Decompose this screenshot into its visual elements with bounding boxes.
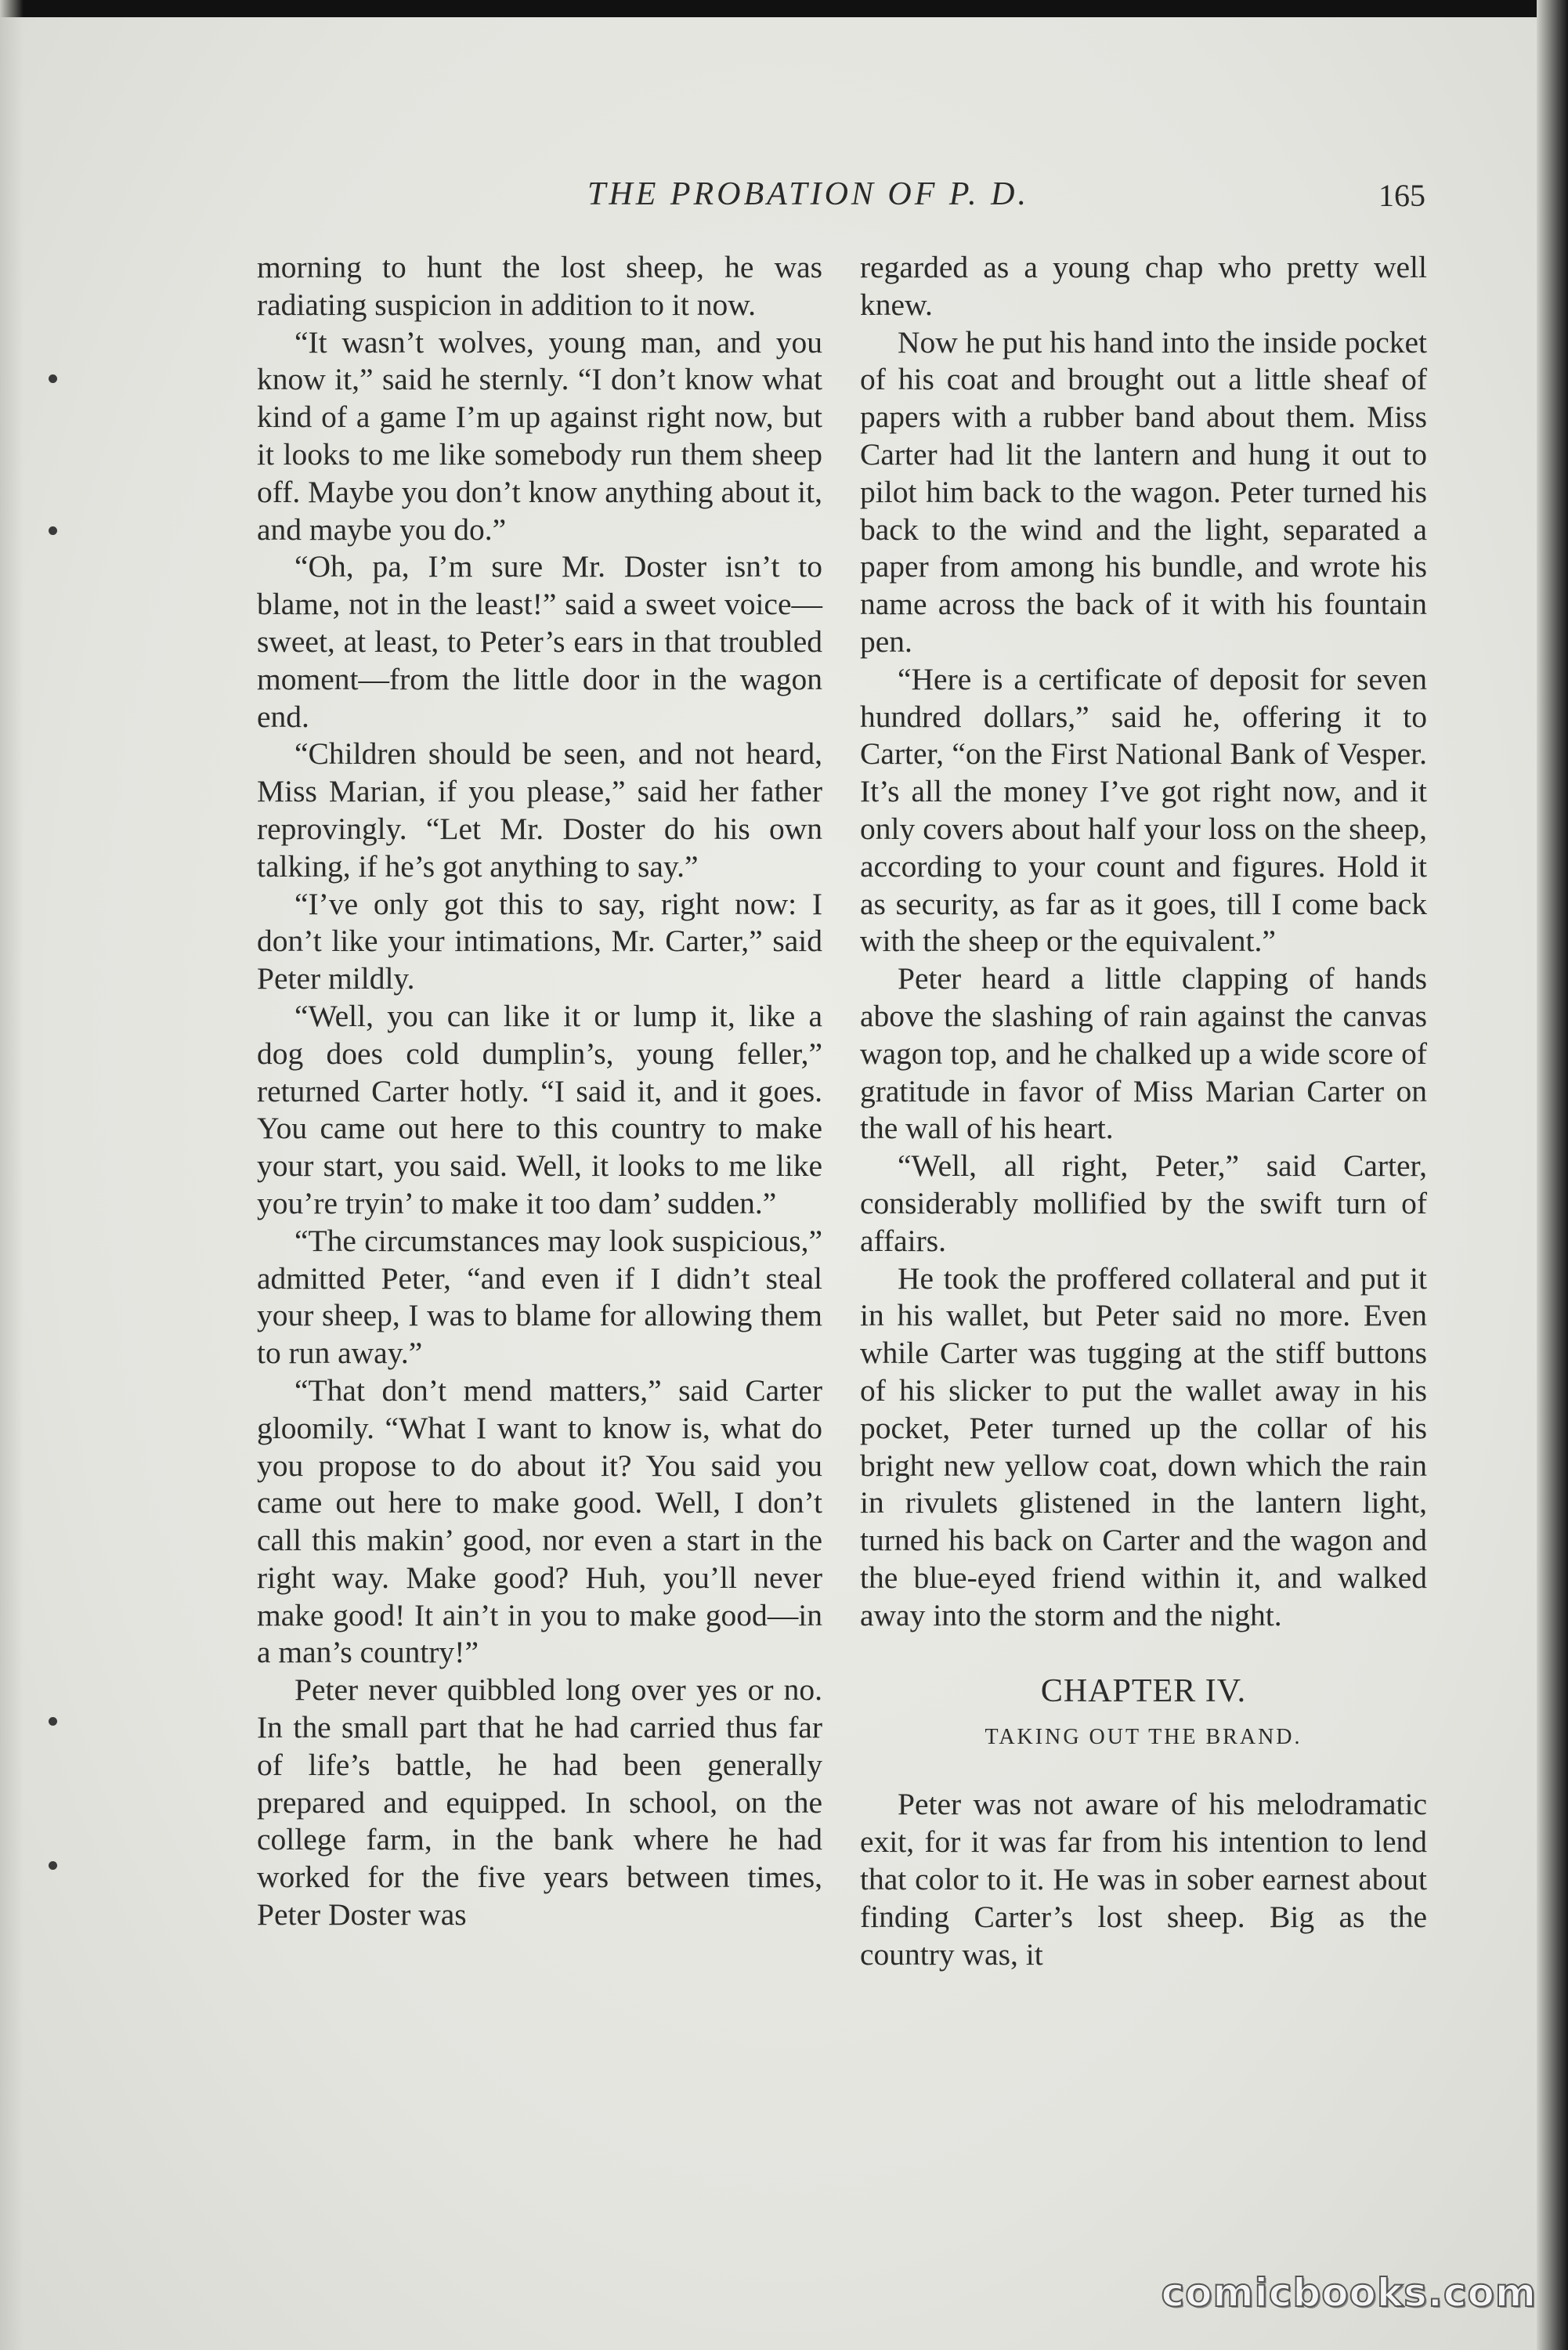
paragraph: morning to hunt the lost sheep, he was radiating suspicion in addition to it now.: [257, 250, 822, 322]
binding-hole: [49, 1861, 57, 1870]
paragraph: “Well, all right, Peter,” said Carter, considerably mollified by the swift turn of affairs.: [860, 1148, 1427, 1258]
page-right-edge: [1537, 0, 1568, 2350]
chapter-first-paragraph: Peter was not aware of his melodramatic exit, for it was far from his intention to lend that color to it. He was in sober earnest about finding Carter’s lost sheep. Big as the country was, it: [860, 1787, 1427, 1972]
right-column: [860, 249, 1427, 1973]
paragraph: Peter never quibbled long over yes or no. In the small part that he had carried thus far of life’s battle, he had been generally prepared and equipped. In school, on the college farm, in the bank where he had worked for the five years between times, Peter Doster was: [257, 1672, 822, 1932]
binding-hole: [49, 526, 57, 535]
page-number: 165: [1378, 178, 1425, 213]
binding-hole: [49, 1717, 57, 1726]
paragraph: “Oh, pa, I’m sure Mr. Doster isn’t to blame, not in the least!” said a sweet voice—sweet, at least, to Peter’s ears in that troubled moment—from the little door in the wagon end.: [257, 549, 822, 734]
binding-hole: [49, 374, 57, 383]
paragraph: regarded as a young chap who pretty well knew.: [860, 250, 1427, 322]
right-column-paragraphs: [860, 249, 1427, 1634]
paragraph: He took the proffered collateral and put it in his wallet, but Peter said no more. Even while Carter was tugging at the stiff buttons of his slicker to put the wallet away in his pocket, Peter turned up the collar of his bright new yellow coat, down which the rain in rivulets glistened in the lantern light, turned his back on Carter and the wagon and the blue-eyed friend within it, and walked away into the storm and the night.: [860, 1260, 1427, 1632]
running-head: THE PROBATION OF P. D.: [587, 176, 1029, 212]
paragraph: “Well, you can like it or lump it, like a dog does cold dumplin’s, young feller,” returned Carter hotly. “I said it, and it goes. You came out here to this country to make your start, you said. Well, it looks to me like you’re tryin’ to make it too dam’ sudden.”: [257, 998, 822, 1220]
paragraph: “Here is a certificate of deposit for seven hundred dollars,” said he, offering it to Carter, “on the First National Bank of Vesper. It’s all the money I’ve got right now, and it only covers about half your loss on the sheep, according to your count and figures. Hold it as security, as far as it goes, till I come back with the sheep or the equivalent.”: [860, 661, 1427, 959]
paragraph: “I’ve only got this to say, right now: I don’t like your intimations, Mr. Carter,” said Peter mildly.: [257, 886, 822, 996]
paragraph: “That don’t mend matters,” said Carter gloomily. “What I want to know is, what do you propose to do about it? You said you came out here to make good. Well, I don’t call this makin’ good, nor even a start in the right way. Make good? Huh, you’ll never make good! It ain’t in you to make good—in a man’s country!”: [257, 1372, 822, 1670]
paragraph: “It wasn’t wolves, young man, and you know it,” said he sternly. “I don’t know what kind of a game I’m up against right now, but it looks to me like somebody run them sheep off. Maybe you don’t know anything about it, and maybe you do.”: [257, 324, 822, 547]
watermark-logo: comicbooks.com: [1161, 2270, 1537, 2316]
paragraph: Peter heard a little clapping of hands above the slashing of rain against the canvas wagon top, and he chalked up a wide score of gratitude in favor of Miss Marian Carter on the wall of his heart.: [860, 961, 1427, 1146]
paragraph: Now he put his hand into the inside pocket of his coat and brought out a little sheaf of papers with a rubber band about them. Miss Carter had lit the lantern and hung it out to pilot him back to the wagon. Peter turned his back to the wind and the light, separated a paper from among his bundle, and wrote his name across the back of it with his fountain pen.: [860, 324, 1427, 659]
chapter-subtitle: TAKING OUT THE BRAND.: [985, 1725, 1302, 1750]
paragraph: “Children should be seen, and not heard, Miss Marian, if you please,” said her father reprovingly. “Let Mr. Doster do his own talking, if he’s got anything to say.”: [257, 736, 822, 884]
left-column: [257, 249, 822, 1934]
top-border: [0, 0, 1568, 17]
paragraph: “The circumstances may look suspicious,” admitted Peter, “and even if I didn’t steal your sheep, I was to blame for allowing them to run away.”: [257, 1223, 822, 1371]
page-header: [258, 175, 1425, 222]
chapter-heading: CHAPTER IV.: [1040, 1673, 1247, 1710]
page-left-shadow: [0, 0, 23, 2350]
